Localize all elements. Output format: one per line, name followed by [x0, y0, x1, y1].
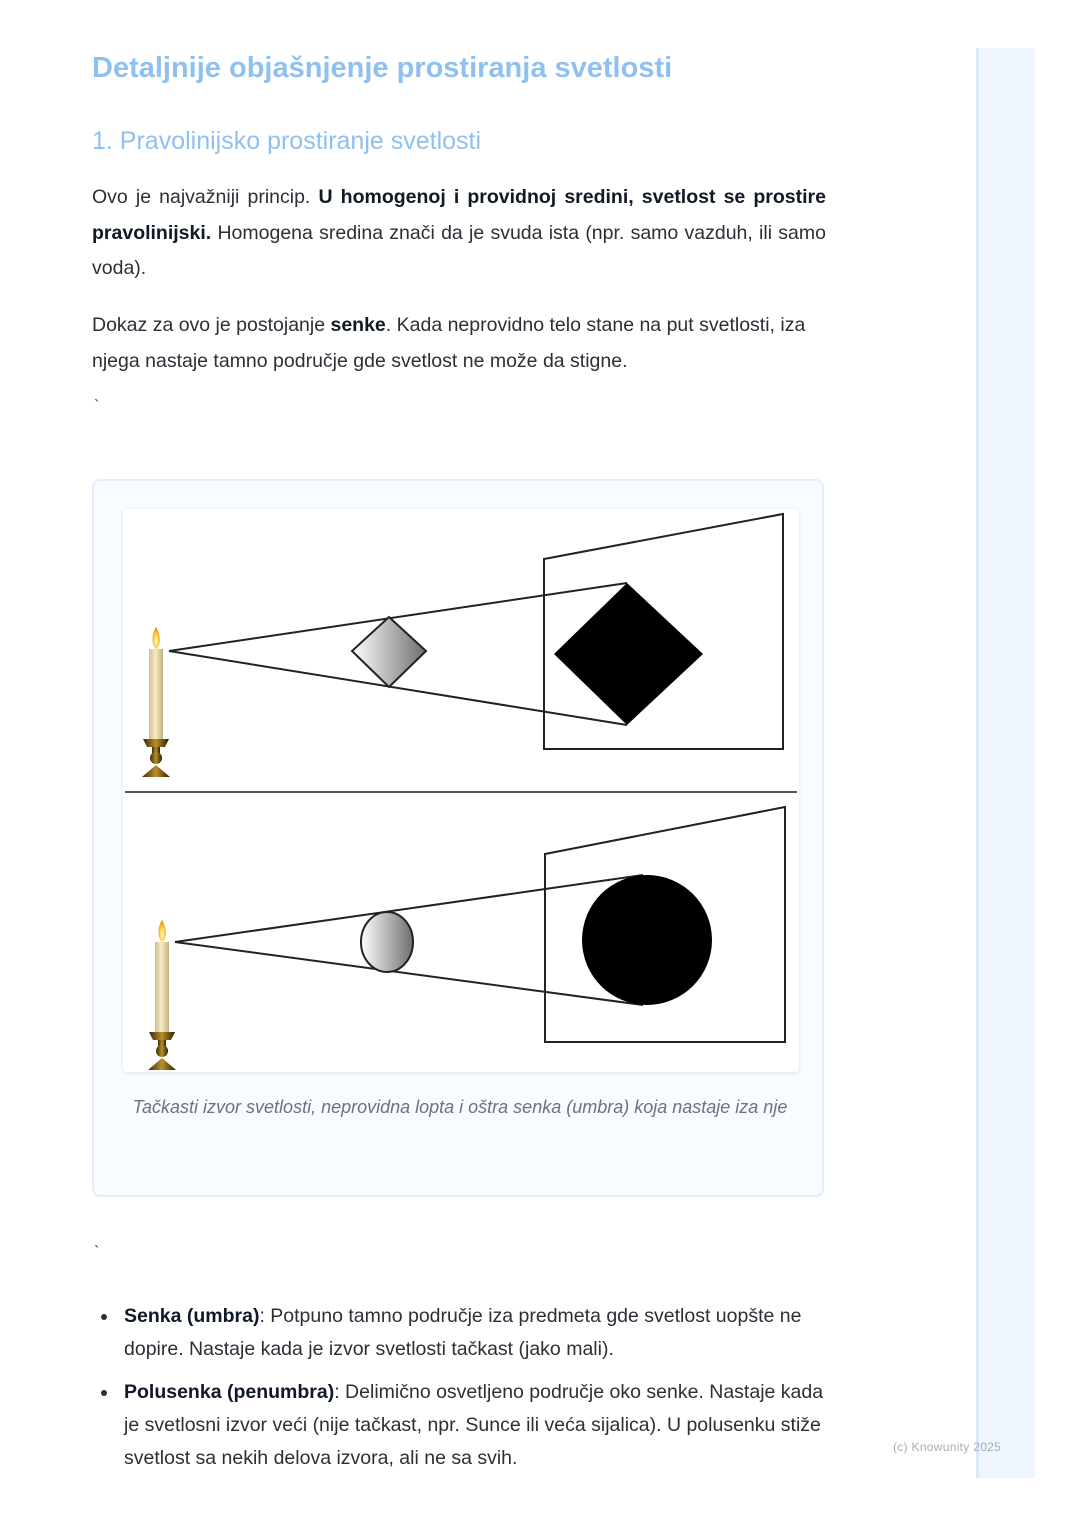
term-definition: : Delimično osvetljeno područje oko senke. Nastaje kada je svetlosni izvor veći (nije tačkast, npr. Sunce ili veća sijalica). U polusenku stiže svetlost sa nekih delova izvora, ali ne sa svih. [124, 1381, 824, 1469]
umbra-diamond [554, 583, 703, 725]
paragraph-bold: U homogenoj i providnoj sredini, svetlost se prostire pravolinijski. [92, 186, 826, 244]
term-label: Polusenka (penumbra) [124, 1381, 335, 1403]
opaque-object-sphere [361, 912, 413, 972]
paragraph-shadow-proof [92, 308, 826, 379]
paragraph-text: Dokaz za ovo je postojanje [92, 314, 331, 336]
list-item-umbra [92, 1300, 826, 1366]
list-item-penumbra [92, 1376, 826, 1475]
page-title: Detaljnije objašnjenje prostiranja svetlosti [92, 52, 673, 84]
side-panel [976, 48, 1035, 1478]
sphere-shadow-scene [148, 807, 785, 1070]
term-label: Senka (umbra) [124, 1305, 260, 1327]
paragraph-text: Ovo je najvažniji princip. [92, 186, 319, 208]
shadow-diagram [123, 509, 799, 1072]
umbra-circle [582, 875, 712, 1005]
figure-caption: Tačkasti izvor svetlosti, neprovidna lopta i oštra senka (umbra) koja nastaje iza nje [132, 1097, 788, 1117]
diamond-shadow-scene [142, 514, 783, 777]
paragraph-principle [92, 180, 826, 287]
bullet-list [92, 1300, 826, 1485]
paragraph-bold: senke [330, 314, 386, 336]
opaque-object-diamond [352, 617, 426, 687]
term-definition: : Potpuno tamno područje iza predmeta gde svetlost uopšte ne dopire. Nastaje kada je izvor svetlosti tačkast (jako mali). [124, 1305, 802, 1360]
stray-backtick: ` [94, 1244, 100, 1261]
candle-icon [148, 920, 176, 1070]
paragraph-text: Homogena sredina znači da je svuda ista (npr. samo vazduh, ili samo voda). [92, 221, 826, 279]
shadow-diagram-image [123, 509, 799, 1072]
section-heading: 1. Pravolinijsko prostiranje svetlosti [92, 127, 482, 155]
figure-box [92, 479, 824, 1197]
stray-backtick: ` [94, 398, 100, 415]
watermark: (c) Knowunity 2025 [893, 1440, 1002, 1454]
paragraph-text: . Kada neprovidno telo stane na put svetlosti, iza njega nastaje tamno područje gde svetlost ne može da stigne. [92, 314, 806, 372]
candle-icon [142, 627, 170, 777]
